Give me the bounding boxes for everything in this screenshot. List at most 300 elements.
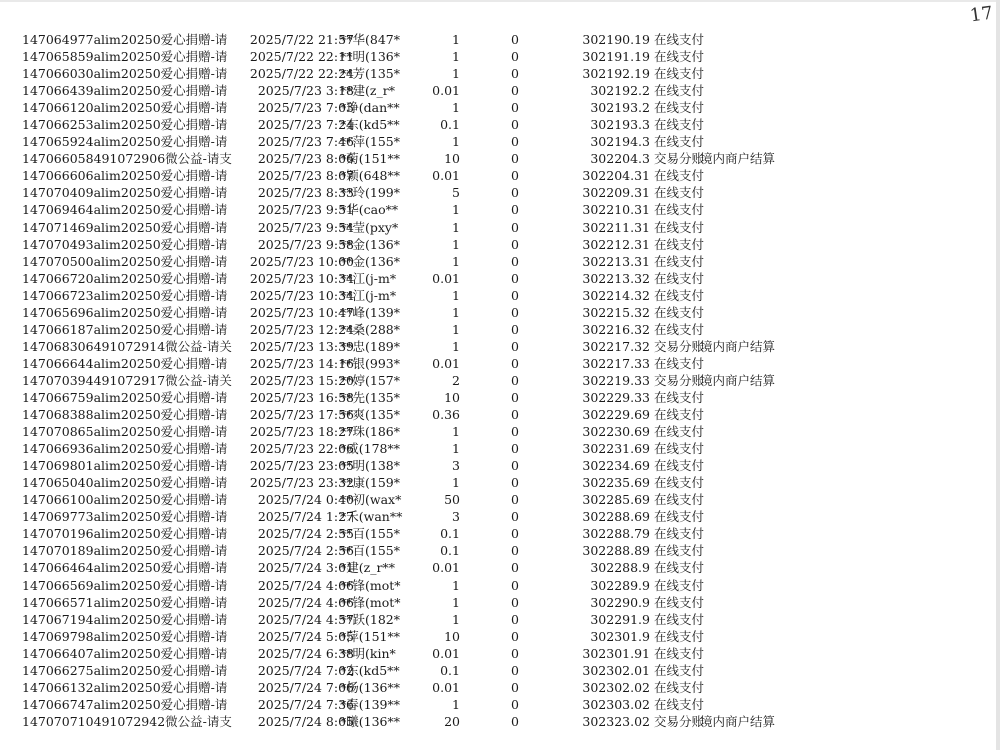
payer-name-cell: *杨(136** <box>340 679 400 695</box>
datetime-cell: 2025/7/22 21:57 <box>249 32 354 47</box>
transaction-type-cell: 在线支付 <box>654 83 705 99</box>
balance-cell: 302231.69 <box>582 441 650 457</box>
transaction-type-cell: 在线支付 <box>654 253 705 269</box>
order-number: 147067194alim20250 <box>22 611 161 627</box>
amount-cell: 1 <box>452 100 460 116</box>
description-text: 微公益-请关 <box>165 338 232 354</box>
balance-cell: 302230.69 <box>582 424 650 440</box>
transaction-type-cell: 交易分账 <box>654 372 705 388</box>
balance-cell: 302210.31 <box>582 202 650 218</box>
description-text: 爱心捐赠-请 <box>160 202 228 218</box>
fee-cell: 0 <box>511 355 519 371</box>
order-id-cell <box>22 82 228 99</box>
order-id-cell <box>22 253 228 270</box>
balance-cell: 302288.89 <box>582 543 650 559</box>
fee-cell: 0 <box>511 441 519 457</box>
order-id-cell <box>22 321 228 338</box>
amount-cell: 1 <box>452 253 460 269</box>
order-id-cell <box>22 236 228 253</box>
fee-cell: 0 <box>511 100 519 116</box>
description-text: 爱心捐赠-请 <box>160 407 228 423</box>
description-text: 爱心捐赠-请 <box>160 475 228 491</box>
fee-cell: 0 <box>511 407 519 423</box>
datetime-cell: 2025/7/24 2:56 <box>257 543 354 559</box>
description-text: 爱心捐赠-请 <box>160 355 228 371</box>
amount-cell: 0.01 <box>432 168 460 184</box>
transaction-type-cell: 在线支付 <box>654 185 705 201</box>
datetime-cell: 2025/7/23 9:51 <box>257 202 354 218</box>
transaction-type-cell: 在线支付 <box>654 236 705 252</box>
description-text: 爱心捐赠-请 <box>160 628 228 644</box>
datetime-cell: 2025/7/23 8:33 <box>257 185 354 201</box>
order-number: 147066644alim20250 <box>22 355 161 371</box>
fee-cell: 0 <box>511 321 519 337</box>
amount-cell: 3 <box>452 458 460 474</box>
balance-cell: 302211.31 <box>582 219 650 235</box>
payer-name-cell: **锋(mot* <box>340 577 401 593</box>
datetime-cell: 2025/7/24 8:05 <box>257 713 354 729</box>
order-number: 147066407alim20250 <box>22 645 161 661</box>
transaction-type-cell: 在线支付 <box>654 202 705 218</box>
order-id-cell <box>22 150 232 167</box>
transaction-type-cell: 在线支付 <box>654 389 705 405</box>
amount-cell: 3 <box>452 509 460 525</box>
amount-cell: 1 <box>452 577 460 593</box>
transaction-type-cell: 在线支付 <box>654 662 705 678</box>
fee-cell: 0 <box>511 679 519 695</box>
datetime-cell: 2025/7/23 10:34 <box>249 270 354 286</box>
amount-cell: 1 <box>452 441 460 457</box>
order-id-cell <box>22 713 232 730</box>
order-id-cell <box>22 116 228 133</box>
order-id-cell <box>22 662 228 679</box>
order-id-cell <box>22 389 228 406</box>
order-number: 147066571alim20250 <box>22 594 161 610</box>
order-number: 147066439alim20250 <box>22 83 161 99</box>
order-id-cell <box>22 577 228 594</box>
transaction-type-cell: 在线支付 <box>654 66 705 82</box>
datetime-cell: 2025/7/24 4:57 <box>257 611 354 627</box>
order-id-cell <box>22 594 228 611</box>
order-number: 147066132alim20250 <box>22 679 161 695</box>
order-id-cell <box>22 99 228 116</box>
amount-cell: 1 <box>452 32 460 47</box>
balance-cell: 302194.3 <box>590 134 650 150</box>
datetime-cell: 2025/7/24 7:06 <box>257 679 354 695</box>
transaction-type-cell: 在线支付 <box>654 696 705 712</box>
order-id-cell <box>22 423 228 440</box>
order-id-cell <box>22 201 228 218</box>
remark-cell: 境内商户结算 <box>700 372 776 388</box>
remark-cell: 境内商户结算 <box>700 338 776 354</box>
description-text: 微公益-请关 <box>165 372 232 388</box>
balance-cell: 302288.9 <box>590 560 650 576</box>
fee-cell: 0 <box>511 83 519 99</box>
amount-cell: 1 <box>452 219 460 235</box>
transaction-type-cell: 在线支付 <box>654 645 705 661</box>
order-number: 147066569alim20250 <box>22 577 161 593</box>
amount-cell: 1 <box>452 236 460 252</box>
datetime-cell: 2025/7/24 1:27 <box>257 509 354 525</box>
order-id-cell <box>22 611 228 628</box>
transaction-type-cell: 在线支付 <box>654 304 705 320</box>
balance-cell: 302323.02 <box>582 713 650 729</box>
amount-cell: 0.01 <box>432 645 460 661</box>
datetime-cell: 2025/7/23 16:58 <box>249 389 354 405</box>
order-id-cell <box>22 542 228 559</box>
datetime-cell: 2025/7/24 4:06 <box>257 594 354 610</box>
order-number: 147065040alim20250 <box>22 475 161 491</box>
datetime-cell: 2025/7/24 7:02 <box>257 662 354 678</box>
order-number: 147065859alim20250 <box>22 49 161 65</box>
fee-cell: 0 <box>511 594 519 610</box>
datetime-cell: 2025/7/23 10:34 <box>249 287 354 303</box>
datetime-cell: 2025/7/24 0:40 <box>257 492 354 508</box>
payer-name-cell: **建(z_r* <box>340 83 395 99</box>
balance-cell: 302234.69 <box>582 458 650 474</box>
order-id-cell <box>22 559 228 576</box>
amount-cell: 0.1 <box>440 662 460 678</box>
payer-name-cell: *东(kd5** <box>340 117 400 133</box>
datetime-cell: 2025/7/23 22:06 <box>249 441 354 457</box>
datetime-cell: 2025/7/24 7:36 <box>257 696 354 712</box>
transaction-type-cell: 在线支付 <box>654 441 705 457</box>
datetime-cell: 2025/7/23 7:24 <box>257 117 354 133</box>
amount-cell: 0.1 <box>440 526 460 542</box>
payer-name-cell: **峰(139* <box>340 304 400 320</box>
fee-cell: 0 <box>511 117 519 133</box>
transaction-type-cell: 在线支付 <box>654 287 705 303</box>
fee-cell: 0 <box>511 526 519 542</box>
balance-cell: 302215.32 <box>582 304 650 320</box>
description-text: 爱心捐赠-请 <box>160 100 228 116</box>
order-number: 147069773alim20250 <box>22 509 161 525</box>
datetime-cell: 2025/7/23 18:27 <box>249 424 354 440</box>
description-text: 爱心捐赠-请 <box>160 509 228 525</box>
transaction-type-cell: 在线支付 <box>654 32 705 47</box>
balance-cell: 302191.19 <box>582 49 650 65</box>
fee-cell: 0 <box>511 424 519 440</box>
description-text: 爱心捐赠-请 <box>160 679 228 695</box>
datetime-cell: 2025/7/24 2:55 <box>257 526 354 542</box>
order-number: 147070196alim20250 <box>22 526 161 542</box>
transaction-type-cell: 在线支付 <box>654 560 705 576</box>
order-number: 147066253alim20250 <box>22 117 161 133</box>
order-id-cell <box>22 645 228 662</box>
balance-cell: 302204.3 <box>590 151 650 167</box>
fee-cell: 0 <box>511 611 519 627</box>
payer-name-cell: **珠(186* <box>340 424 400 440</box>
balance-cell: 302209.31 <box>582 185 650 201</box>
datetime-cell: 2025/7/23 23:05 <box>249 458 354 474</box>
description-text: 爱心捐赠-请 <box>160 560 228 576</box>
order-number: 147066187alim20250 <box>22 321 161 337</box>
datetime-cell: 2025/7/23 23:32 <box>249 475 354 491</box>
payer-name-cell: *萍(151** <box>340 628 400 644</box>
amount-cell: 1 <box>452 475 460 491</box>
datetime-cell: 2025/7/23 3:18 <box>257 83 354 99</box>
amount-cell: 0.01 <box>432 270 460 286</box>
amount-cell: 0.36 <box>432 407 460 423</box>
fee-cell: 0 <box>511 185 519 201</box>
balance-cell: 302217.32 <box>582 338 650 354</box>
payer-name-cell: *威(178** <box>340 441 400 457</box>
datetime-cell: 2025/7/23 8:07 <box>257 168 354 184</box>
payer-name-cell: **金(136* <box>340 253 400 269</box>
order-id-cell <box>22 31 228 48</box>
order-number: 147064977alim20250 <box>22 32 161 47</box>
amount-cell: 1 <box>452 134 460 150</box>
order-id-cell <box>22 270 228 287</box>
amount-cell: 0.1 <box>440 543 460 559</box>
order-number: 147065924alim20250 <box>22 134 161 150</box>
description-text: 爱心捐赠-请 <box>160 49 228 65</box>
transaction-type-cell: 在线支付 <box>654 134 705 150</box>
payer-name-cell: **初(wax* <box>340 492 402 508</box>
fee-cell: 0 <box>511 151 519 167</box>
balance-cell: 302301.9 <box>590 628 650 644</box>
transaction-type-cell: 在线支付 <box>654 492 705 508</box>
order-number: 147071469alim20250 <box>22 219 161 235</box>
order-number: 147066720alim20250 <box>22 270 161 286</box>
transaction-type-cell: 在线支付 <box>654 526 705 542</box>
balance-cell: 302303.02 <box>582 696 650 712</box>
description-text: 爱心捐赠-请 <box>160 441 228 457</box>
description-text: 爱心捐赠-请 <box>160 253 228 269</box>
balance-cell: 302193.2 <box>590 100 650 116</box>
transaction-type-cell: 交易分账 <box>654 713 705 729</box>
fee-cell: 0 <box>511 287 519 303</box>
order-id-cell <box>22 219 228 236</box>
order-number: 147066030alim20250 <box>22 66 161 82</box>
description-text: 爱心捐赠-请 <box>160 458 228 474</box>
balance-cell: 302302.01 <box>582 662 650 678</box>
description-text: 爱心捐赠-请 <box>160 645 228 661</box>
payer-name-cell: *颖(648** <box>340 168 400 184</box>
balance-cell: 302301.91 <box>582 645 650 661</box>
order-id-cell <box>22 406 228 423</box>
description-text: 爱心捐赠-请 <box>160 594 228 610</box>
description-text: 微公益-请支 <box>165 151 232 167</box>
order-number: 147070865alim20250 <box>22 424 161 440</box>
datetime-cell: 2025/7/22 22:11 <box>249 49 354 65</box>
fee-cell: 0 <box>511 389 519 405</box>
balance-cell: 302213.31 <box>582 253 650 269</box>
payer-name-cell: **百(155* <box>340 526 400 542</box>
order-number: 147069801alim20250 <box>22 458 161 474</box>
payer-name-cell: *琤(dan** <box>340 100 400 116</box>
balance-cell: 302213.32 <box>582 270 650 286</box>
payer-name-cell: **玲(199* <box>340 185 400 201</box>
datetime-cell: 2025/7/22 22:24 <box>249 66 354 82</box>
amount-cell: 1 <box>452 202 460 218</box>
page-number-mark: 17 <box>968 2 995 27</box>
fee-cell: 0 <box>511 458 519 474</box>
description-text: 微公益-请支 <box>165 713 232 729</box>
order-number: 147069798alim20250 <box>22 628 161 644</box>
fee-cell: 0 <box>511 696 519 712</box>
payer-name-cell: **康(159* <box>340 475 400 491</box>
payer-name-cell: **萍(155* <box>340 134 400 150</box>
fee-cell: 0 <box>511 236 519 252</box>
balance-cell: 302302.02 <box>582 679 650 695</box>
order-id-cell <box>22 628 228 645</box>
transaction-type-cell: 在线支付 <box>654 475 705 491</box>
description-text: 爱心捐赠-请 <box>160 611 228 627</box>
amount-cell: 1 <box>452 696 460 712</box>
description-text: 爱心捐赠-请 <box>160 287 228 303</box>
payer-name-cell: *禾(wan** <box>340 509 403 525</box>
balance-cell: 302192.19 <box>582 66 650 82</box>
transaction-type-cell: 在线支付 <box>654 577 705 593</box>
datetime-cell: 2025/7/24 6:38 <box>257 645 354 661</box>
datetime-cell: 2025/7/24 4:06 <box>257 577 354 593</box>
amount-cell: 1 <box>452 321 460 337</box>
fee-cell: 0 <box>511 270 519 286</box>
description-text: 爱心捐赠-请 <box>160 321 228 337</box>
balance-cell: 302291.9 <box>590 611 650 627</box>
amount-cell: 0.01 <box>432 355 460 371</box>
datetime-cell: 2025/7/23 7:46 <box>257 134 354 150</box>
balance-cell: 302235.69 <box>582 475 650 491</box>
order-number: 147070493alim20250 <box>22 236 161 252</box>
balance-cell: 302288.79 <box>582 526 650 542</box>
amount-cell: 10 <box>444 389 460 405</box>
fee-cell: 0 <box>511 49 519 65</box>
transaction-type-cell: 在线支付 <box>654 117 705 133</box>
amount-cell: 1 <box>452 304 460 320</box>
description-text: 爱心捐赠-请 <box>160 66 228 82</box>
description-text: 爱心捐赠-请 <box>160 270 228 286</box>
order-number: 147066759alim20250 <box>22 389 161 405</box>
description-text: 爱心捐赠-请 <box>160 185 228 201</box>
fee-cell: 0 <box>511 577 519 593</box>
scan-edge-right <box>996 0 1000 750</box>
description-text: 爱心捐赠-请 <box>160 83 228 99</box>
payer-name-cell: **忠(189* <box>340 338 400 354</box>
transaction-type-cell: 在线支付 <box>654 424 705 440</box>
description-text: 爱心捐赠-请 <box>160 117 228 133</box>
transaction-type-cell: 在线支付 <box>654 611 705 627</box>
payer-name-cell: **明(kin* <box>340 645 396 661</box>
balance-cell: 302229.33 <box>582 389 650 405</box>
description-text: 爱心捐赠-请 <box>160 32 228 47</box>
amount-cell: 2 <box>452 372 460 388</box>
amount-cell: 1 <box>452 611 460 627</box>
description-text: 爱心捐赠-请 <box>160 304 228 320</box>
order-number: 147066275alim20250 <box>22 662 161 678</box>
balance-cell: 302193.3 <box>590 117 650 133</box>
amount-cell: 1 <box>452 338 460 354</box>
description-text: 爱心捐赠-请 <box>160 543 228 559</box>
amount-cell: 10 <box>444 151 460 167</box>
balance-cell: 302289.9 <box>590 577 650 593</box>
order-number: 147066464alim20250 <box>22 560 161 576</box>
payer-name-cell: **华(847* <box>340 32 400 47</box>
description-text: 爱心捐赠-请 <box>160 526 228 542</box>
order-id-cell <box>22 184 228 201</box>
balance-cell: 302192.2 <box>590 83 650 99</box>
order-id-cell <box>22 133 228 150</box>
amount-cell: 0.01 <box>432 83 460 99</box>
balance-cell: 302212.31 <box>582 236 650 252</box>
order-number: 147066936alim20250 <box>22 441 161 457</box>
order-id-cell <box>22 167 228 184</box>
fee-cell: 0 <box>511 66 519 82</box>
transaction-type-cell: 在线支付 <box>654 100 705 116</box>
order-id-cell <box>22 355 228 372</box>
transaction-type-cell: 在线支付 <box>654 458 705 474</box>
payer-name-cell: *东(kd5** <box>340 662 400 678</box>
balance-cell: 302217.33 <box>582 355 650 371</box>
transaction-type-cell: 在线支付 <box>654 219 705 235</box>
order-id-cell <box>22 474 228 491</box>
order-id-cell <box>22 304 228 321</box>
fee-cell: 0 <box>511 253 519 269</box>
order-number: 147066606alim20250 <box>22 168 161 184</box>
order-id-cell <box>22 440 228 457</box>
fee-cell: 0 <box>511 372 519 388</box>
order-number: 147070710491072942 <box>22 713 166 729</box>
fee-cell: 0 <box>511 543 519 559</box>
fee-cell: 0 <box>511 492 519 508</box>
payer-name-cell: **百(155* <box>340 543 400 559</box>
description-text: 爱心捐赠-请 <box>160 696 228 712</box>
payer-name-cell: *建(z_r** <box>340 560 395 576</box>
payer-name-cell: **银(993* <box>340 355 400 371</box>
order-number: 147066120alim20250 <box>22 100 161 116</box>
fee-cell: 0 <box>511 202 519 218</box>
order-number: 147070409alim20250 <box>22 185 161 201</box>
transaction-type-cell: 在线支付 <box>654 168 705 184</box>
transaction-type-cell: 在线支付 <box>654 355 705 371</box>
order-id-cell <box>22 696 228 713</box>
order-id-cell <box>22 525 228 542</box>
datetime-cell: 2025/7/23 10:47 <box>249 304 354 320</box>
payer-name-cell: **跃(182* <box>340 611 400 627</box>
balance-cell: 302219.33 <box>582 372 650 388</box>
order-id-cell <box>22 48 228 65</box>
fee-cell: 0 <box>511 662 519 678</box>
fee-cell: 0 <box>511 304 519 320</box>
amount-cell: 20 <box>444 713 460 729</box>
transaction-type-cell: 在线支付 <box>654 509 705 525</box>
amount-cell: 1 <box>452 66 460 82</box>
transaction-type-cell: 交易分账 <box>654 338 705 354</box>
payer-name-cell: **芳(135* <box>340 66 400 82</box>
remark-cell: 境内商户结算 <box>700 713 776 729</box>
payer-name-cell: **江(j-m* <box>340 270 397 286</box>
amount-cell: 1 <box>452 424 460 440</box>
description-text: 爱心捐赠-请 <box>160 492 228 508</box>
balance-cell: 302216.32 <box>582 321 650 337</box>
payer-name-cell: **莹(pxy* <box>340 219 399 235</box>
fee-cell: 0 <box>511 645 519 661</box>
balance-cell: 302288.69 <box>582 509 650 525</box>
transaction-type-cell: 在线支付 <box>654 594 705 610</box>
balance-cell: 302204.31 <box>582 168 650 184</box>
datetime-cell: 2025/7/23 9:58 <box>257 236 354 252</box>
transaction-type-cell: 在线支付 <box>654 407 705 423</box>
fee-cell: 0 <box>511 134 519 150</box>
balance-cell: 302190.19 <box>582 32 650 47</box>
order-number: 147070189alim20250 <box>22 543 161 559</box>
payer-name-cell: **明(136* <box>340 49 400 65</box>
payer-name-cell: **婷(157* <box>340 372 400 388</box>
datetime-cell: 2025/7/23 9:54 <box>257 219 354 235</box>
datetime-cell: 2025/7/23 14:16 <box>249 355 354 371</box>
payer-name-cell: *曦(136** <box>340 713 400 729</box>
